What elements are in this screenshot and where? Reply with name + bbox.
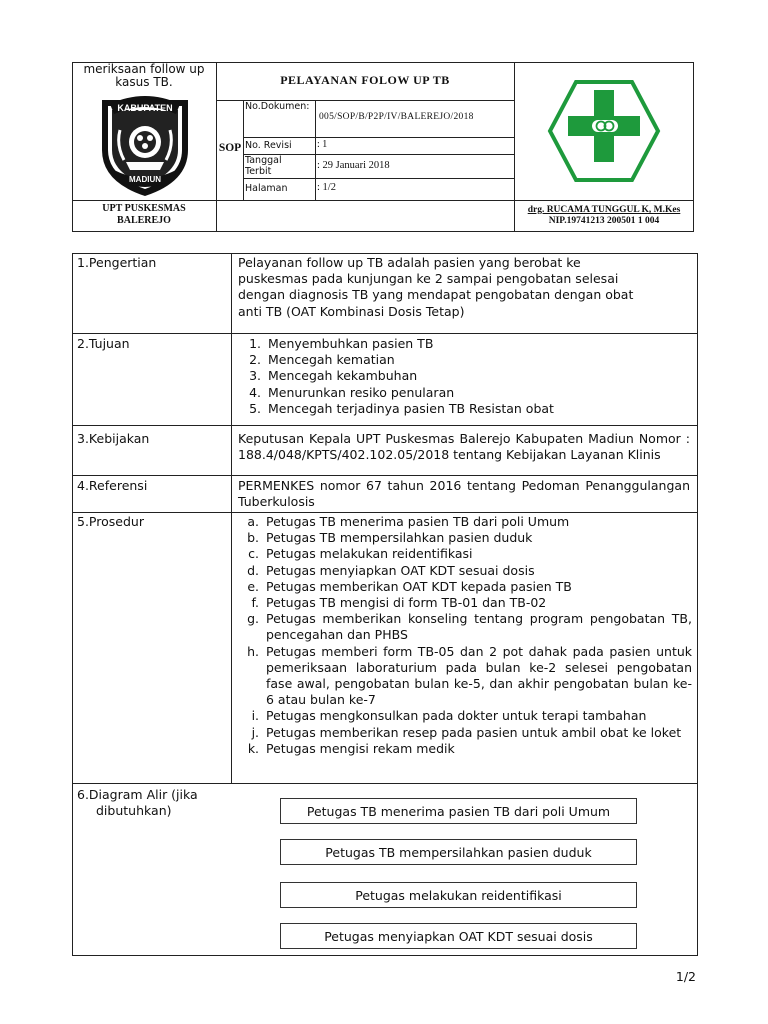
pengertian-line: puskesmas pada kunjungan ke 2 sampai pengobatan selesai: [238, 271, 619, 287]
meta-value-dokumen: 005/SOP/B/P2P/IV/BALEREJO/2018: [319, 112, 474, 122]
page-number: 1/2: [675, 969, 696, 984]
puskesmas-logo: [546, 76, 662, 186]
org-name: [72, 203, 216, 227]
prosedur-item: a. Petugas TB menerima pasien TB dari poli Umum: [263, 514, 692, 530]
pengertian-text: [238, 255, 694, 320]
signer-name: drg. RUCAMA TUNGGUL K, M.Kes: [527, 205, 681, 215]
document-title: PELAYANAN FOLOW UP TB: [280, 73, 450, 87]
flow-box-3: Petugas melakukan reidentifikasi: [280, 882, 637, 908]
flow-box-1: Petugas TB menerima pasien TB dari poli Umum: [280, 798, 637, 824]
prosedur-item: b. Petugas TB mempersilahkan pasien duduk: [263, 530, 692, 546]
signer-nip: NIP.19741213 200501 1 004: [548, 216, 660, 226]
label-kebijakan: 3.Kebijakan: [77, 431, 150, 446]
label-diagram-line1: 6.Diagram Alir (jika: [77, 787, 198, 802]
pengertian-line: anti TB (OAT Kombinasi Dosis Tetap): [238, 303, 465, 319]
header-top-left-note: meriksaan follow up kasus TB.: [83, 62, 205, 89]
prosedur-item: j. Petugas memberikan resep pada pasien untuk ambil obat ke loket: [263, 725, 692, 741]
prosedur-item: i. Petugas mengkonsulkan pada dokter untuk terapi tambahan: [263, 708, 692, 724]
sop-label: SOP: [218, 142, 242, 154]
logo-text-kabupaten: KABUPATEN: [117, 103, 173, 113]
tujuan-list: [238, 336, 694, 417]
label-prosedur: 5.Prosedur: [77, 514, 144, 529]
label-pengertian: 1.Pengertian: [77, 255, 157, 270]
prosedur-item: g. Petugas memberikan konseling tentang program pengobatan TB, pencegahan dan PHBS: [263, 611, 692, 643]
tujuan-item: 2. Mencegah kematian: [265, 352, 694, 368]
meta-value-halaman: : 1/2: [317, 182, 336, 193]
tujuan-item: 1. Menyembuhkan pasien TB: [265, 336, 694, 352]
prosedur-list: [238, 514, 692, 757]
tujuan-item: 3. Mencegah kekambuhan: [265, 368, 694, 384]
label-tujuan: 2.Tujuan: [77, 336, 130, 351]
meta-value-revisi: : 1: [317, 139, 328, 150]
meta-label-revisi: No. Revisi: [245, 140, 292, 151]
meta-label-halaman: Halaman: [245, 183, 288, 194]
pengertian-line: Pelayanan follow up TB adalah pasien yang berobat ke: [238, 255, 581, 270]
regency-logo: [90, 90, 200, 200]
signer-block: [514, 205, 694, 227]
label-referensi: 4.Referensi: [77, 478, 148, 493]
referensi-text: PERMENKES nomor 67 tahun 2016 tentang Pedoman Penanggulangan Tuberkulosis: [238, 478, 690, 510]
org-name-line1: UPT PUSKESMAS: [102, 203, 186, 214]
prosedur-item: k. Petugas mengisi rekam medik: [263, 741, 692, 757]
tujuan-item: 5. Mencegah terjadinya pasien TB Resistan obat: [265, 401, 694, 417]
kebijakan-text: Keputusan Kepala UPT Puskesmas Balerejo Kabupaten Madiun Nomor : 188.4/048/KPTS/402.102.05/2018 tentang Kebijakan Layanan Klinis: [238, 431, 690, 463]
flow-box-2: Petugas TB mempersilahkan pasien duduk: [280, 839, 637, 865]
meta-value-tanggal: : 29 Januari 2018: [317, 160, 390, 171]
meta-label-tanggal: Tanggal Terbit: [245, 155, 282, 177]
tujuan-item: 4. Menurunkan resiko penularan: [265, 385, 694, 401]
label-diagram-alir: [77, 787, 198, 819]
label-diagram-line2: dibutuhkan): [96, 803, 172, 819]
prosedur-item: h. Petugas memberi form TB-05 dan 2 pot dahak pada pasien untuk pemeriksaan laboraturium pada bulan ke-2 selesei pengobatan fase awal, pengobatan bulan ke-5, dan akhir pengobatan bulan ke-6 atau bulan ke-7: [263, 644, 692, 709]
logo-text-madiun: MADIUN: [129, 175, 161, 184]
pengertian-line: dengan diagnosis TB yang mendapat pengobatan dengan obat: [238, 287, 634, 303]
prosedur-item: f. Petugas TB mengisi di form TB-01 dan TB-02: [263, 595, 692, 611]
prosedur-item: c. Petugas melakukan reidentifikasi: [263, 546, 692, 562]
org-name-line2: BALEREJO: [117, 215, 171, 226]
prosedur-item: d. Petugas menyiapkan OAT KDT sesuai dosis: [263, 563, 692, 579]
flow-box-4: Petugas menyiapkan OAT KDT sesuai dosis: [280, 923, 637, 949]
prosedur-item: e. Petugas memberikan OAT KDT kepada pasien TB: [263, 579, 692, 595]
meta-label-dokumen: No.Dokumen:: [245, 101, 310, 112]
